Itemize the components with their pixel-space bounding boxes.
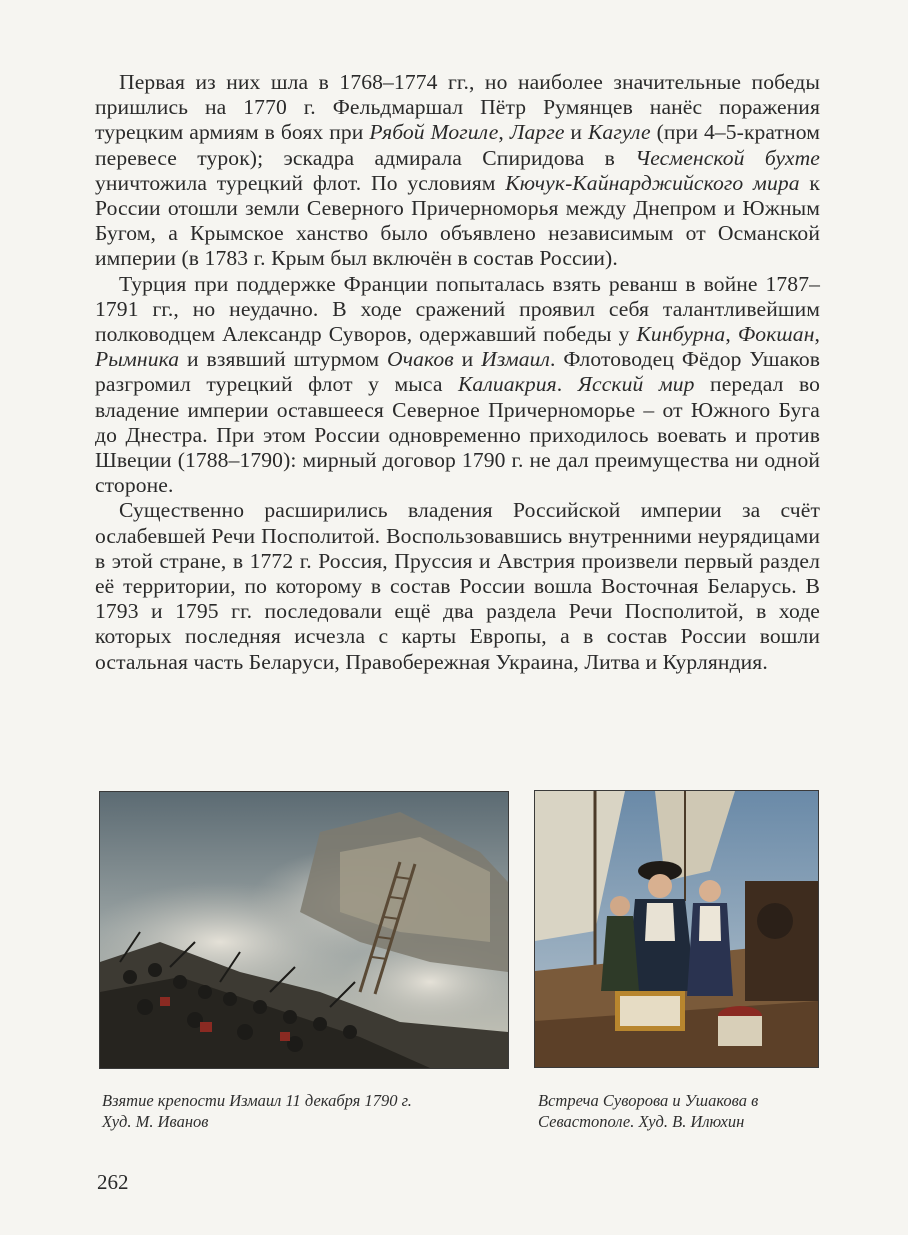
painting-izmail-image <box>100 792 508 1068</box>
italic-term: Кагуле <box>587 120 651 145</box>
painting-suvorov-ushakov-image <box>535 791 818 1067</box>
text-run: Турция при поддержке Франции попыталась взять реванш в войне 1787–1791 гг., но неудачно. В ходе сражений проявил себя талантливейшим полководцем Александр Суворов, одержавший победы у <box>95 271 820 347</box>
text-run: и <box>453 347 482 372</box>
text-run: Существенно расширились владения Российской империи за счёт ослабевшей Речи Посполитой. Воспользовавшись внутренними неурядицами в этой стране, в 1772 г. Россия, Пруссия и Австрия произвели первый раздел её территории, по которому в состав России вошла Восточная Беларусь. В 1793 и 1795 гг. последовали ещё два раздела Речи Посполитой, в ходе которых последняя исчезла с карты Европы, а в состав России вошли остальная часть Беларуси, Правобережная Украина, Литва и Курляндия. <box>95 498 820 674</box>
text-run: (при 4–5-кратном перевесе турок); эскадра адмирала Спиридова в <box>95 120 821 170</box>
text-run: передал во владение империи оставшееся Северное Причерноморье – от Южного Буга до Днестра. При этом России одновременно приходилось воевать и против Швеции (1788–1790): мирный договор 1790 г. не дал преимущества ни одной стороне. <box>95 372 821 498</box>
text-run: , <box>814 322 821 347</box>
text-run: и <box>564 120 588 145</box>
text-run: . <box>556 372 578 397</box>
paragraph-1 <box>95 70 820 272</box>
italic-term: Очаков <box>387 347 454 372</box>
italic-term: Ясский мир <box>577 372 695 397</box>
caption-suvorov-ushakov-line2: Севастополе. Худ. В. Илюхин <box>538 1112 745 1131</box>
text-run: , <box>498 120 510 145</box>
caption-izmail <box>102 1090 512 1132</box>
italic-term: Чесменской бухте <box>635 145 820 170</box>
text-run: Первая из них шла в 1768–1774 гг., но наиболее значительные победы пришлись на 1770 г. Фельдмаршал Пётр Румянцев нанёс поражения турецким армиям в боях при <box>95 70 820 145</box>
caption-suvorov-ushakov <box>538 1090 828 1132</box>
italic-term: Фокшан <box>737 322 815 347</box>
italic-term: Измаил <box>481 347 551 372</box>
text-run: и взявший штурмом <box>179 347 388 372</box>
page-number: 262 <box>97 1170 129 1194</box>
text-run: к России отошли земли Северного Причерноморья между Днепром и Южным Бугом, а Крымское ханство было объявлено независимым от Османской империи (в 1783 г. Крым был включён в состав России). <box>95 170 820 271</box>
text-run: уничтожила турецкий флот. По условиям <box>95 170 506 195</box>
italic-term: Рябой Могиле <box>369 120 499 145</box>
caption-izmail-line2: Худ. М. Иванов <box>102 1112 209 1131</box>
caption-suvorov-ushakov-line1: Встреча Суворова и Ушакова в <box>538 1091 759 1110</box>
painting-suvorov-ushakov-meeting <box>534 790 819 1068</box>
paragraph-3 <box>95 498 820 674</box>
italic-term: Кинбурна <box>636 322 726 347</box>
italic-term: Кючук-Кайнарджийского мира <box>505 170 800 195</box>
caption-izmail-line1: Взятие крепости Измаил 11 декабря 1790 г. <box>102 1091 412 1110</box>
painting-izmail-storming <box>99 791 509 1069</box>
italic-term: Калиакрия <box>457 372 557 397</box>
paragraph-2 <box>95 272 820 499</box>
text-run: , <box>725 322 738 347</box>
italic-term: Рымника <box>95 347 180 372</box>
body-text <box>95 70 820 675</box>
text-run: . Флотоводец Фёдор Ушаков разгромил турецкий флот у мыса <box>95 347 821 397</box>
italic-term: Ларге <box>509 120 565 145</box>
